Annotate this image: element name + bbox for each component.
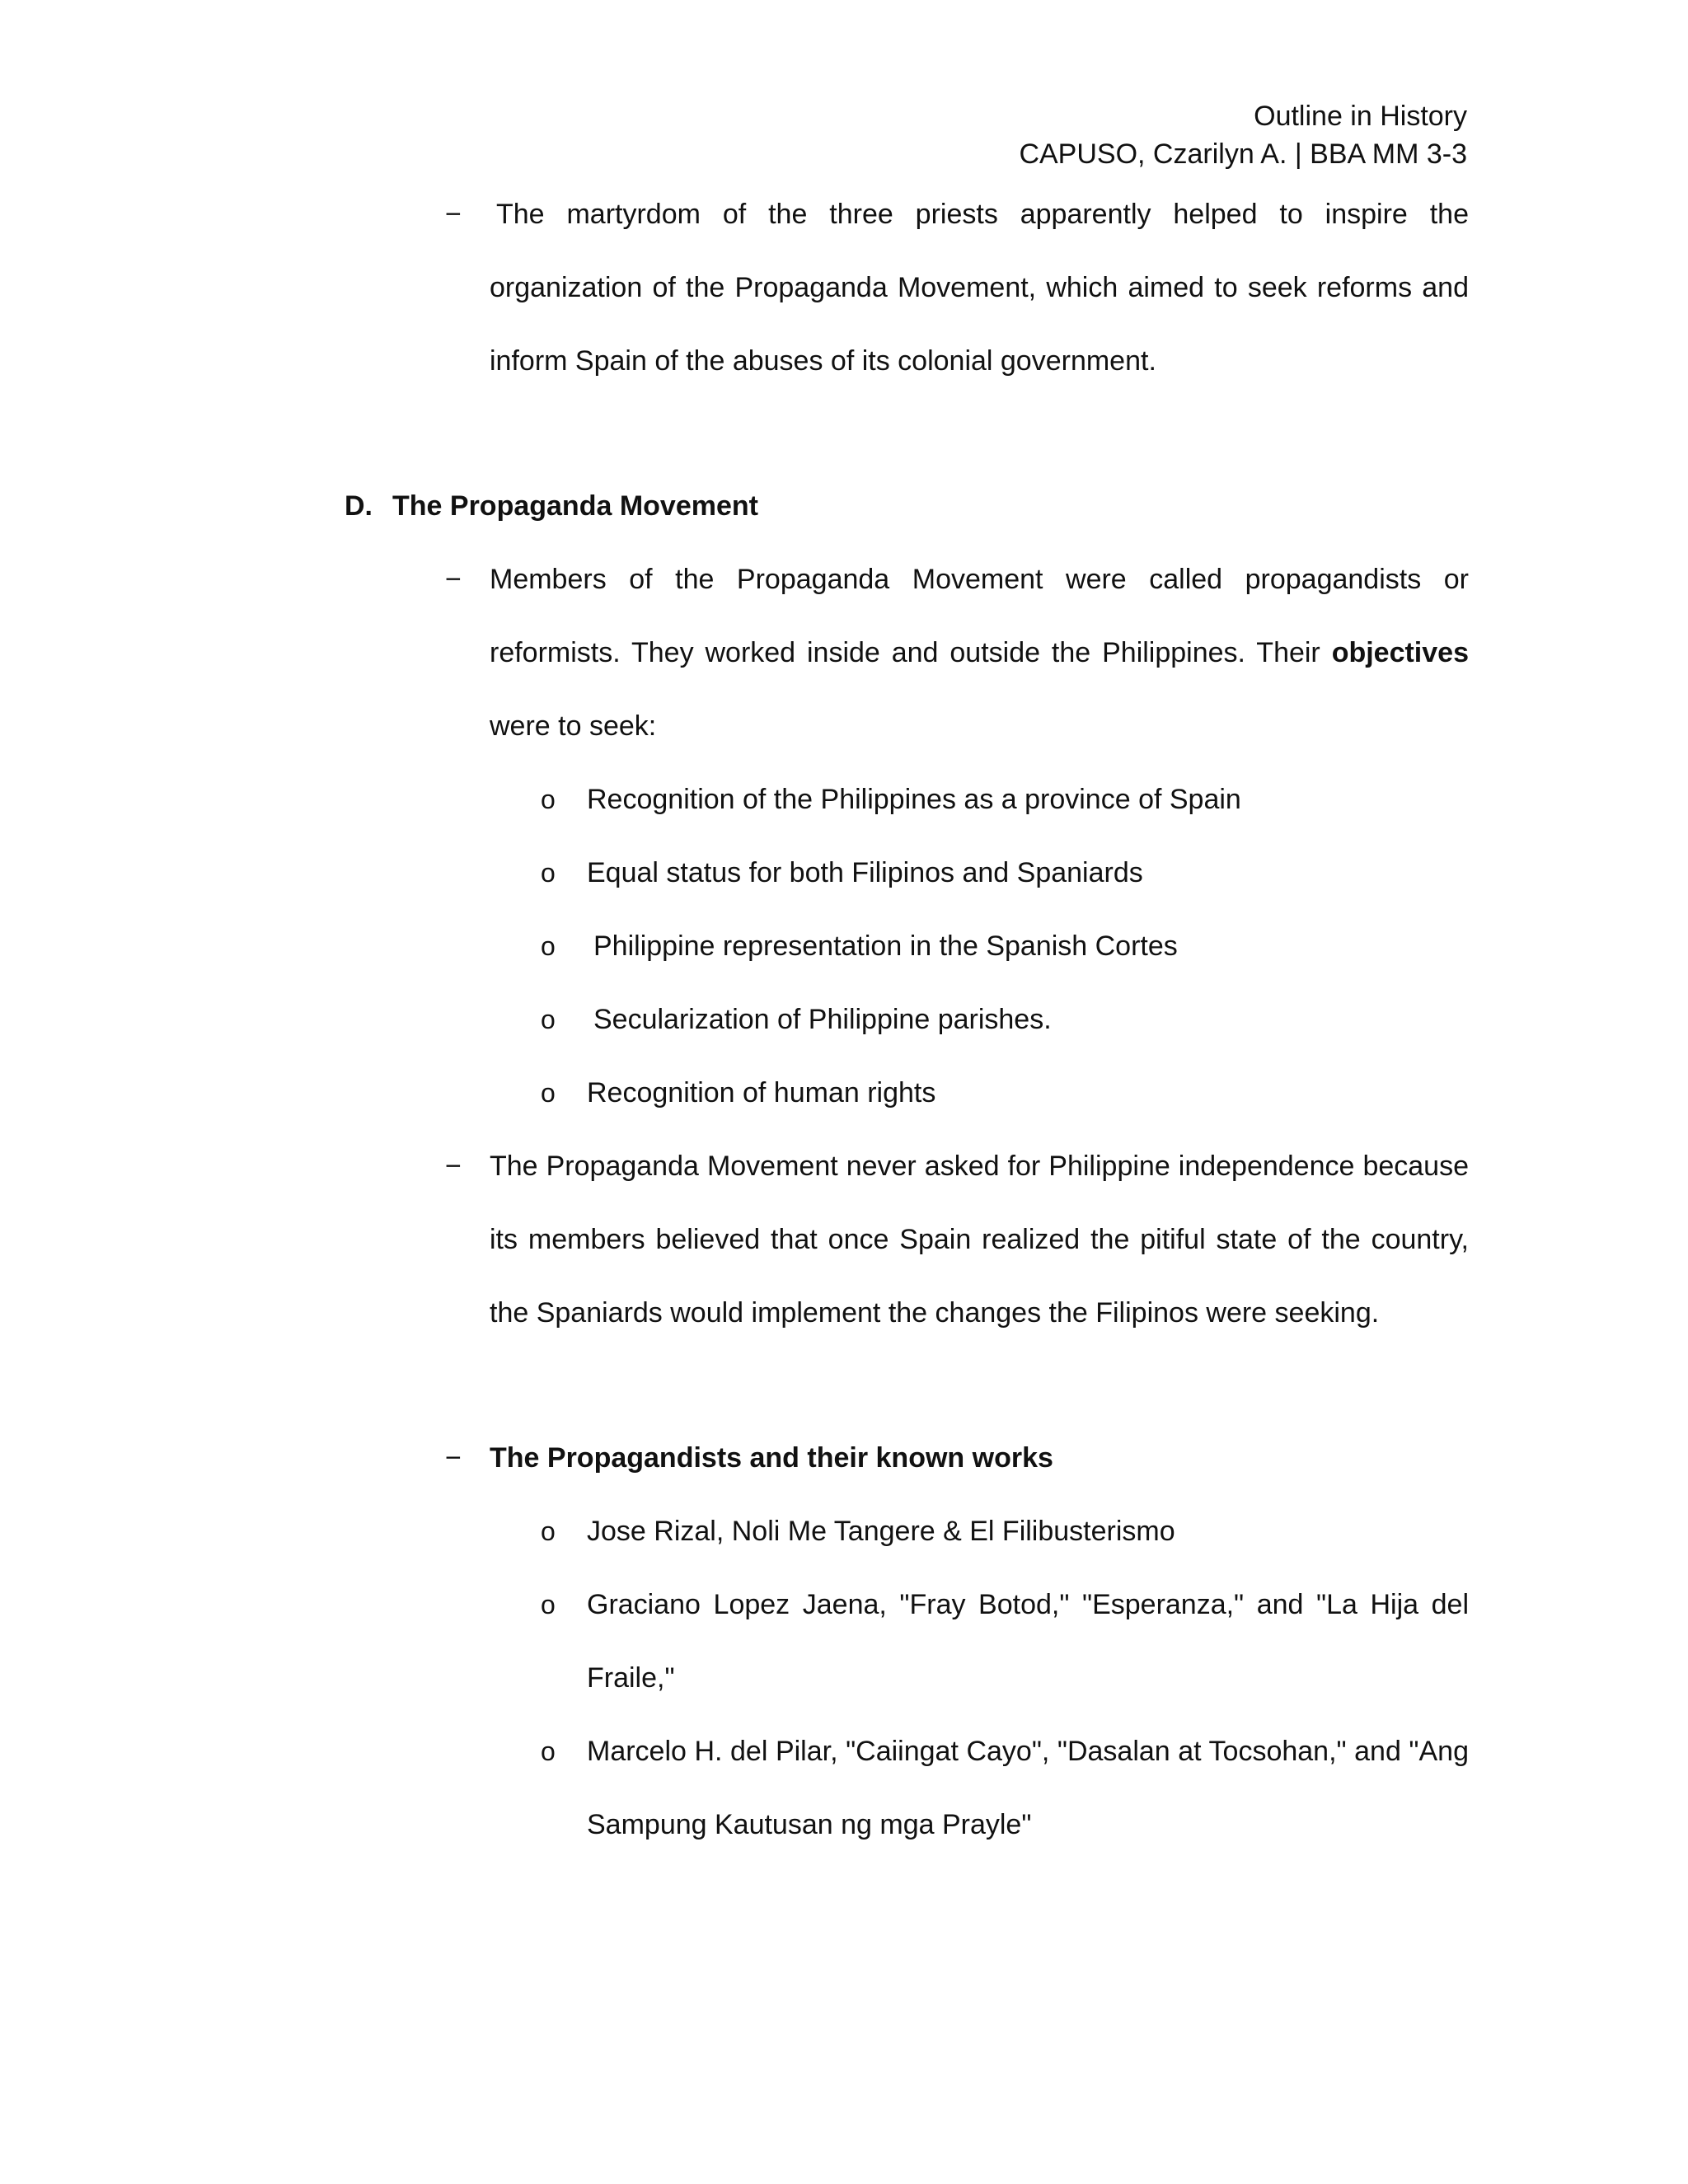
- work-item-rizal: Jose Rizal, Noli Me Tangere & El Filibusterismo: [587, 1516, 1175, 1547]
- works-heading: The Propagandists and their known works: [490, 1442, 1053, 1474]
- objective-item: Philippine representation in the Spanish Cortes: [593, 930, 1178, 962]
- objective-item: Equal status for both Filipinos and Spaniards: [587, 857, 1143, 888]
- dash-bullet: −: [445, 1442, 462, 1474]
- members-line-2-text: reformists. They worked inside and outside the Philippines. Their: [490, 637, 1320, 668]
- circle-bullet: o: [541, 1078, 556, 1108]
- independence-line-2: its members believed that once Spain realized the pitiful state of the country,: [490, 1224, 1469, 1255]
- dash-bullet: −: [445, 564, 462, 595]
- circle-bullet: o: [541, 1516, 556, 1546]
- members-line-3: were to seek:: [490, 710, 657, 742]
- objective-item: Recognition of the Philippines as a province of Spain: [587, 784, 1241, 815]
- work-item-jaena-line-2: Fraile,": [587, 1662, 675, 1694]
- section-letter: D.: [345, 490, 373, 522]
- members-line-1: Members of the Propaganda Movement were called propagandists or: [490, 564, 1469, 595]
- objective-item: Recognition of human rights: [587, 1077, 936, 1108]
- independence-line-3: the Spaniards would implement the changes the Filipinos were seeking.: [490, 1297, 1380, 1329]
- objectives-keyword: objectives: [1331, 637, 1469, 668]
- header-author-line: CAPUSO, Czarilyn A. | BBA MM 3-3: [1019, 138, 1467, 170]
- independence-line-1: The Propaganda Movement never asked for Philippine independence because: [490, 1151, 1469, 1182]
- section-title: The Propaganda Movement: [392, 490, 758, 522]
- dash-bullet: −: [445, 199, 462, 230]
- intro-line-1: The martyrdom of the three priests apparently helped to inspire the: [496, 199, 1469, 230]
- circle-bullet: o: [541, 1736, 556, 1766]
- members-line-2: [490, 635, 1469, 671]
- circle-bullet: o: [541, 931, 556, 961]
- intro-line-2: organization of the Propaganda Movement, which aimed to seek reforms and: [490, 272, 1469, 303]
- header-title: Outline in History: [1254, 101, 1467, 132]
- page-header: [1019, 97, 1467, 173]
- dash-bullet: −: [445, 1151, 462, 1182]
- work-item-jaena-line-1: Graciano Lopez Jaena, "Fray Botod," "Esperanza," and "La Hija del: [587, 1589, 1469, 1620]
- circle-bullet: o: [541, 858, 556, 888]
- work-item-pilar-line-2: Sampung Kautusan ng mga Prayle": [587, 1809, 1032, 1840]
- intro-line-3: inform Spain of the abuses of its colonial government.: [490, 345, 1156, 377]
- circle-bullet: o: [541, 1590, 556, 1619]
- circle-bullet: o: [541, 785, 556, 814]
- circle-bullet: o: [541, 1005, 556, 1034]
- objective-item: Secularization of Philippine parishes.: [593, 1004, 1052, 1035]
- work-item-pilar-line-1: Marcelo H. del Pilar, "Caiingat Cayo", "Dasalan at Tocsohan," and "Ang: [587, 1736, 1469, 1767]
